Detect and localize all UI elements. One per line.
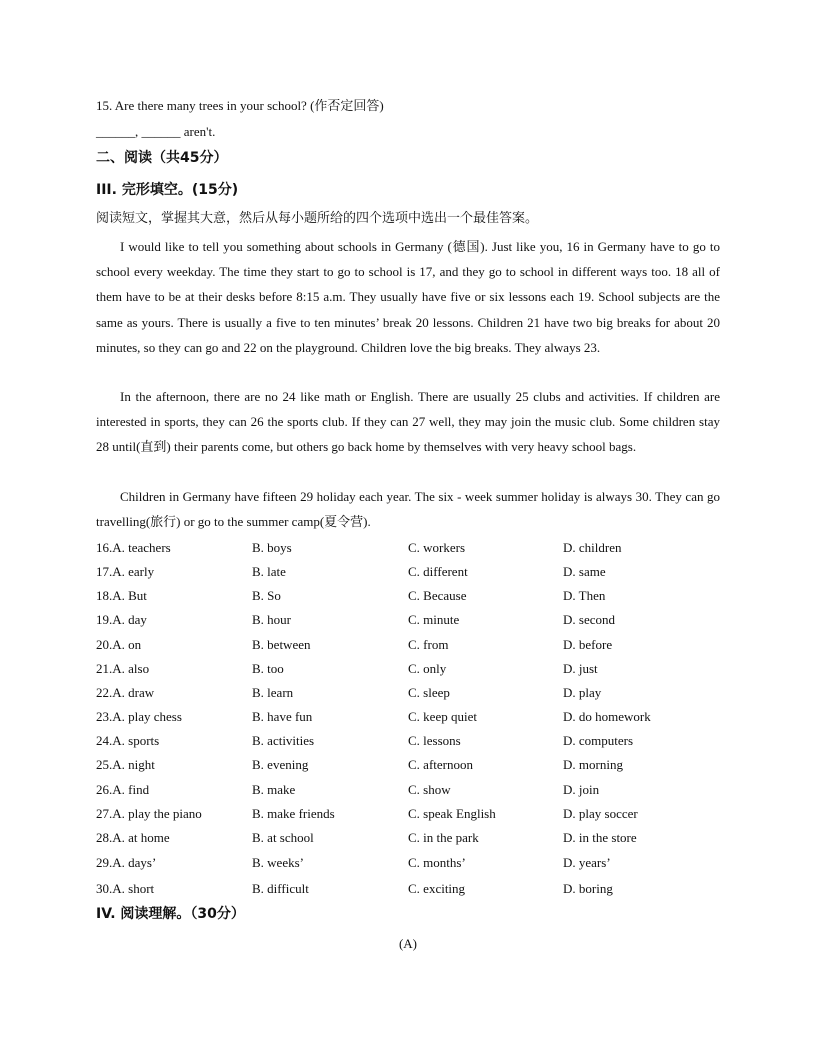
option-c: C. minute — [408, 612, 460, 627]
option-row — [96, 733, 720, 753]
option-a: 22.A. draw — [96, 685, 155, 700]
option-c: C. months’ — [408, 855, 466, 870]
option-c: C. lessons — [408, 733, 461, 748]
option-d: D. do homework — [563, 709, 651, 724]
option-d: D. computers — [563, 733, 634, 748]
option-row — [96, 830, 720, 850]
passage-paragraph-2 — [96, 384, 720, 460]
subsection-label: (A) — [398, 936, 418, 951]
option-a: 24.A. sports — [96, 733, 160, 748]
option-row — [96, 709, 720, 729]
cloze-instructions: 阅读短文，掌握其大意，然后从每小题所给的四个选项中选出一个最佳答案。 — [96, 211, 539, 226]
option-d: D. morning — [563, 757, 623, 772]
option-row — [96, 881, 720, 901]
option-row — [96, 612, 720, 632]
option-b: B. make friends — [252, 806, 335, 821]
option-row — [96, 661, 720, 681]
option-d: D. Then — [563, 588, 606, 603]
option-d: D. play soccer — [563, 806, 638, 821]
option-a: 28.A. at home — [96, 830, 170, 845]
option-a: 18.A. But — [96, 588, 147, 603]
section-2-heading: 二、阅读（共45分） — [96, 150, 228, 166]
option-a: 30.A. short — [96, 881, 155, 896]
option-d: D. join — [563, 782, 600, 797]
option-b: B. difficult — [252, 881, 309, 896]
option-a: 27.A. play the piano — [96, 806, 202, 821]
option-a: 26.A. find — [96, 782, 150, 797]
option-a: 19.A. day — [96, 612, 147, 627]
option-a: 29.A. days’ — [96, 855, 157, 870]
option-c: C. from — [408, 637, 449, 652]
option-row — [96, 637, 720, 657]
option-b: B. boys — [252, 540, 292, 555]
option-c: C. different — [408, 564, 468, 579]
option-d: D. same — [563, 564, 606, 579]
option-d: D. in the store — [563, 830, 637, 845]
option-b: B. activities — [252, 733, 315, 748]
option-row — [96, 588, 720, 608]
question-15-answer-line: ______, ______ aren't. — [96, 124, 216, 139]
option-b: B. too — [252, 661, 284, 676]
passage-paragraph-3 — [96, 484, 720, 534]
option-d: D. years’ — [563, 855, 611, 870]
option-c: C. Because — [408, 588, 467, 603]
option-c: C. in the park — [408, 830, 479, 845]
option-d: D. children — [563, 540, 622, 555]
option-row — [96, 782, 720, 802]
option-c: C. only — [408, 661, 447, 676]
option-c: C. show — [408, 782, 451, 797]
section-4-heading: IV. 阅读理解。（30分） — [96, 906, 245, 922]
option-a: 21.A. also — [96, 661, 150, 676]
option-b: B. weeks’ — [252, 855, 304, 870]
passage-paragraph-1 — [96, 234, 720, 360]
option-c: C. afternoon — [408, 757, 473, 772]
option-c: C. sleep — [408, 685, 450, 700]
option-a: 20.A. on — [96, 637, 142, 652]
option-row — [96, 685, 720, 705]
option-b: B. have fun — [252, 709, 313, 724]
option-c: C. keep quiet — [408, 709, 477, 724]
option-d: D. just — [563, 661, 598, 676]
passage-paragraph-2-text: In the afternoon, there are no 24 like math or English. There are usually 25 clubs and activities. If children are interested in sports, they can 26 the sports club. If they can 27 well, they may join the music club. Some children stay 28 until(直到) their parents come, but others go back home by themselves with very heavy school bags. — [96, 389, 720, 455]
passage-paragraph-1-text: I would like to tell you something about schools in Germany (德国). Just like you, 16 in Germany have to go to school every weekday. The time they start to go to school is 17, and they go to school in different ways too. 18 all of them have to be at their desks before 8:15 a.m. They usually have five or six lessons each 19. School subjects are the same as yours. There is usually a five to ten minutes’ break 20 lessons. Children 21 have two big breaks for about 20 minutes, so they can go and 22 on the playground. Children love the big breaks. They always 23. — [96, 239, 720, 355]
option-row — [96, 540, 720, 560]
question-15: 15. Are there many trees in your school? (作否定回答) — [96, 98, 384, 113]
option-row — [96, 806, 720, 826]
option-row — [96, 757, 720, 777]
option-a: 17.A. early — [96, 564, 155, 579]
option-c: C. workers — [408, 540, 466, 555]
option-b: B. learn — [252, 685, 294, 700]
option-d: D. play — [563, 685, 602, 700]
option-b: B. between — [252, 637, 311, 652]
option-row — [96, 855, 720, 875]
option-b: B. hour — [252, 612, 291, 627]
option-a: 25.A. night — [96, 757, 155, 772]
passage-paragraph-3-text: Children in Germany have fifteen 29 holiday each year. The six - week summer holiday is always 30. They can go travelling(旅行) or go to the summer camp(夏令营). — [96, 489, 720, 530]
option-d: D. before — [563, 637, 613, 652]
option-a: 23.A. play chess — [96, 709, 182, 724]
option-c: C. exciting — [408, 881, 466, 896]
option-b: B. So — [252, 588, 281, 603]
option-row — [96, 564, 720, 584]
option-b: B. evening — [252, 757, 309, 772]
option-c: C. speak English — [408, 806, 496, 821]
option-d: D. boring — [563, 881, 613, 896]
option-d: D. second — [563, 612, 615, 627]
option-b: B. at school — [252, 830, 314, 845]
option-b: B. late — [252, 564, 286, 579]
option-a: 16.A. teachers — [96, 540, 171, 555]
option-b: B. make — [252, 782, 296, 797]
section-3-heading: III. 完形填空。(15分) — [96, 182, 239, 198]
